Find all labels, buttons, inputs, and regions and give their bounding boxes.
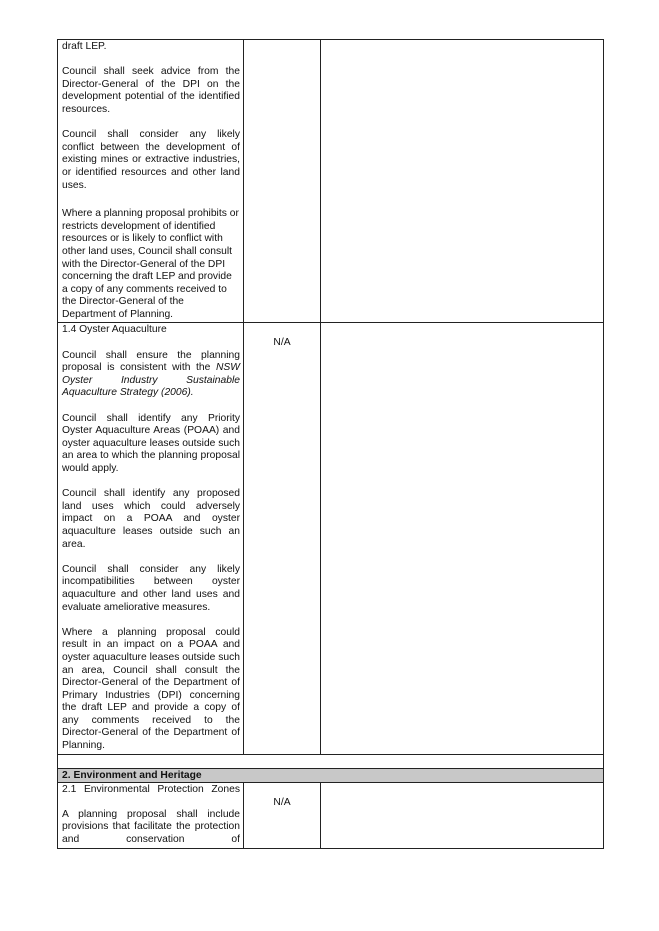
comment-cell: [321, 40, 604, 323]
comment-cell: [321, 323, 604, 754]
strategy-name: NSW Oyster Industry Sustainable Aquaculture Strategy (2006).: [62, 362, 240, 399]
requirement-cell: [58, 782, 244, 848]
table-row: [58, 782, 604, 848]
paragraph: Where a planning proposal prohibits or restricts development of identified resources or is likely to conflict with other land uses, Council shall consult with the Director-General of the DPI concerning the draft LEP and provide a copy of any comments received to the Director-General of the Department of Planning.: [62, 208, 239, 320]
requirement-title: 1.4 Oyster Aquaculture: [62, 324, 167, 336]
table-row: [58, 323, 604, 754]
paragraph: Where a planning proposal could result in an impact on a POAA and oyster aquaculture leases outside such an area, Council shall consult the Director-General of the Department of Primary Industries (DPI) concerning the draft LEP and provide a copy of any comments received to the Director-General of the Department of Planning.: [62, 626, 241, 752]
status-text: N/A: [273, 337, 291, 349]
table-row: [58, 40, 604, 323]
status-cell: [244, 323, 321, 754]
paragraph: Council shall ensure the planning proposal is consistent with the NSW Oyster Industry Sustainable Aquaculture Strategy (2006).: [62, 349, 240, 399]
blank-cell: [58, 754, 604, 768]
compliance-table: [57, 39, 604, 849]
status-text: N/A: [273, 796, 291, 808]
paragraph: Council shall identify any Priority Oyster Aquaculture Areas (POAA) and oyster aquaculture leases outside such an area to which the planning proposal would apply.: [62, 412, 241, 474]
section-heading-row: [58, 768, 604, 782]
requirement-cell: [58, 323, 244, 754]
paragraph: Council shall identify any proposed land uses which could adversely impact on a POAA and oyster aquaculture leases outside such an area.: [62, 488, 240, 550]
comment-cell: [321, 782, 604, 848]
paragraph: Council shall consider any likely incompatibilities between oyster aquaculture and other land uses and evaluate ameliorative measures.: [62, 563, 240, 613]
status-cell: [244, 40, 321, 323]
requirement-title: 2.1 Environmental Protection Zones: [62, 783, 240, 795]
paragraph: draft LEP.: [62, 41, 107, 52]
paragraph: Council shall consider any likely conflict between the development of existing mines or extractive industries, or identified resources and other land uses.: [62, 129, 240, 191]
paragraph: Council shall seek advice from the Director-General of the DPI on the development potential of the identified resources.: [62, 66, 240, 115]
section-heading: 2. Environment and Heritage: [58, 768, 604, 782]
requirement-cell: [58, 40, 244, 323]
paragraph: A planning proposal shall include provisions that facilitate the protection and conservation of: [62, 808, 240, 846]
table-row: [58, 754, 604, 768]
status-cell: [244, 782, 321, 848]
